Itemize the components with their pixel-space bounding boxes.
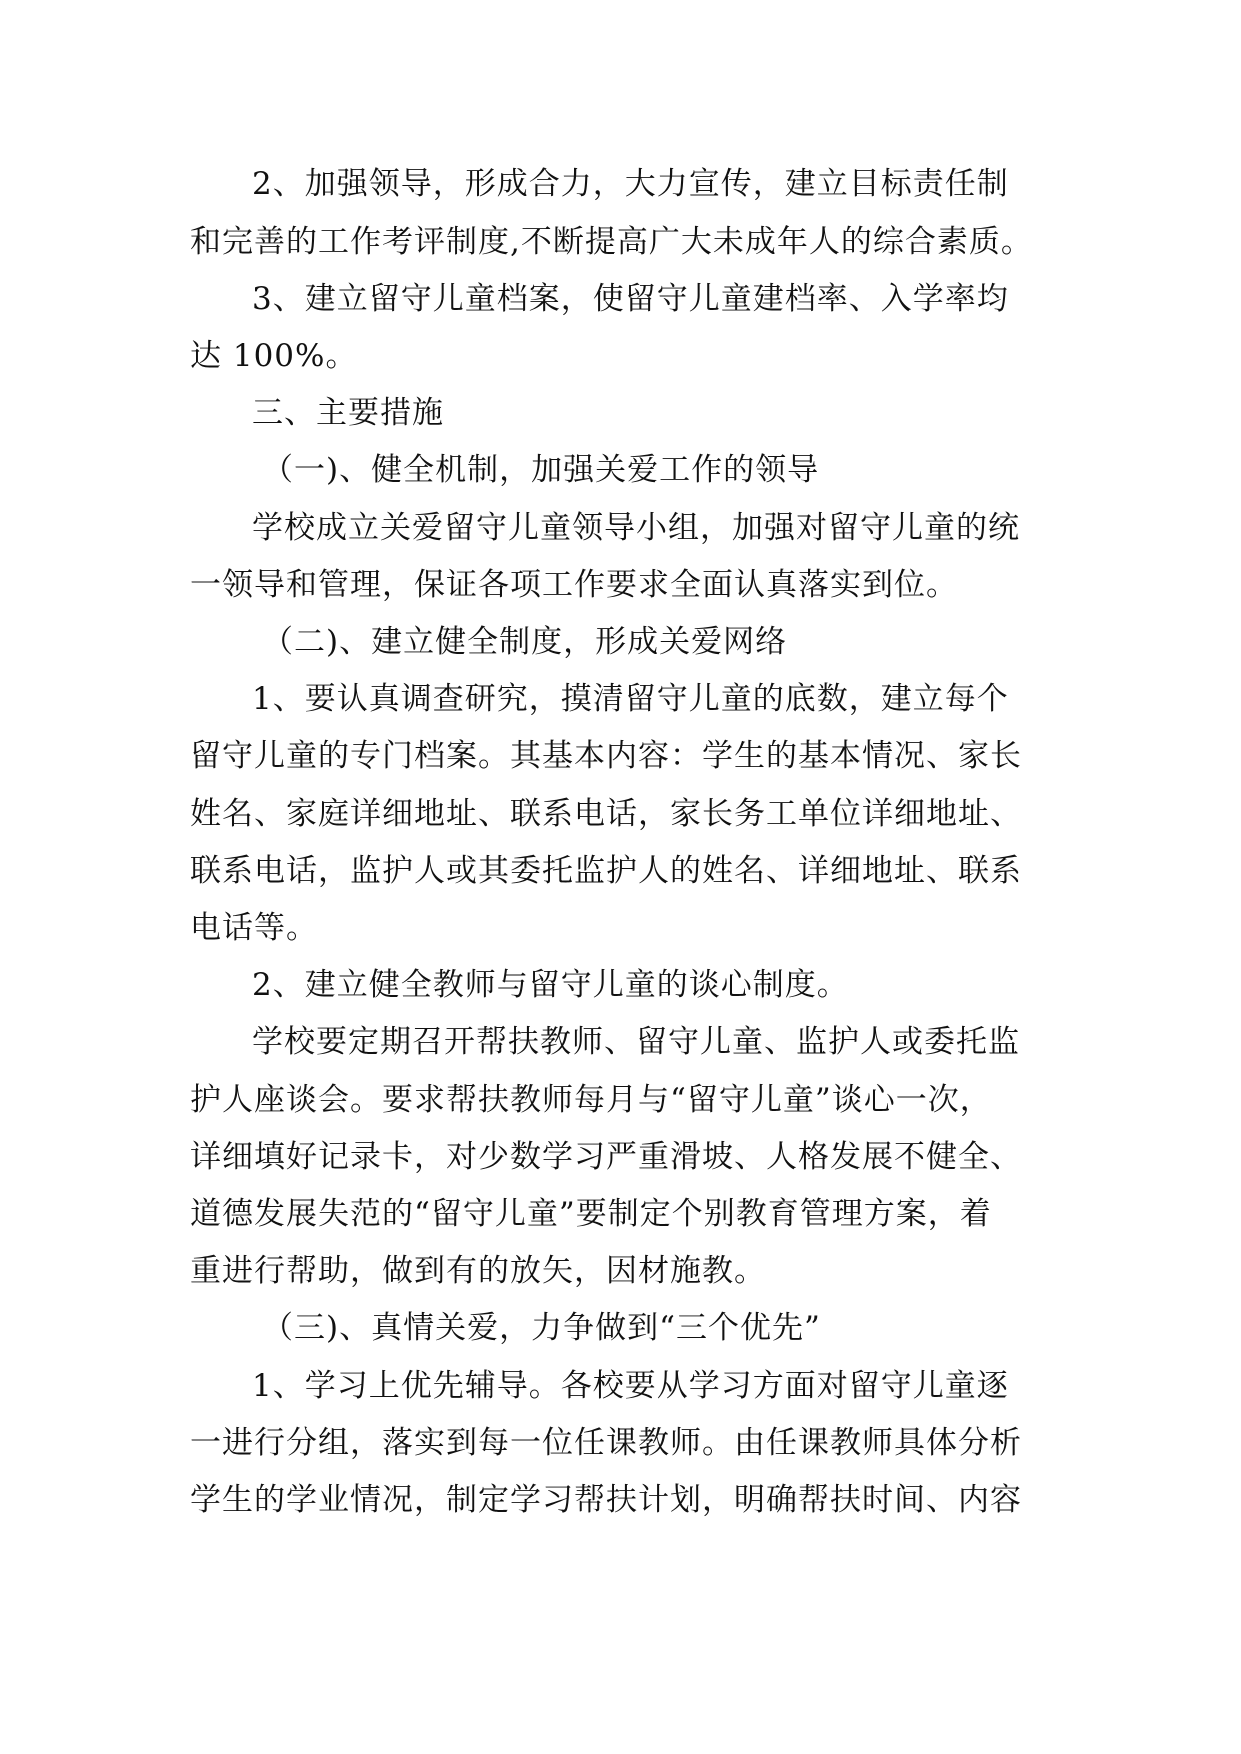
paragraph-line: 电话等。 — [190, 910, 318, 946]
paragraph-line: 护人座谈会。要求帮扶教师每月与“留守儿童”谈心一次， — [190, 1082, 992, 1118]
paragraph-line: 1、要认真调查研究，摸清留守儿童的底数，建立每个 — [252, 681, 1009, 717]
paragraph-line: 留守儿童的专门档案。其基本内容：学生的基本情况、家长 — [190, 738, 1022, 774]
paragraph-line: 学校要定期召开帮扶教师、留守儿童、监护人或委托监 — [252, 1024, 1020, 1060]
paragraph-line: 和完善的工作考评制度,不断提高广大未成年人的综合素质。 — [190, 224, 1033, 260]
paragraph-line: 3、建立留守儿童档案，使留守儿童建档率、入学率均 — [252, 281, 1009, 317]
paragraph-line: 联系电话，监护人或其委托监护人的姓名、详细地址、联系 — [190, 853, 1022, 889]
paragraph-line: 重进行帮助，做到有的放矢，因材施教。 — [190, 1253, 766, 1289]
subsection-heading: （一)、健全机制，加强关爱工作的领导 — [262, 452, 820, 488]
section-heading: 三、主要措施 — [252, 395, 444, 431]
paragraph-line: 2、加强领导，形成合力，大力宣传，建立目标责任制 — [252, 166, 1009, 202]
paragraph-line: 学生的学业情况，制定学习帮扶计划，明确帮扶时间、内容 — [190, 1482, 1022, 1518]
paragraph-line: 道德发展失范的“留守儿童”要制定个别教育管理方案，着 — [190, 1196, 992, 1232]
paragraph-line: 2、建立健全教师与留守儿童的谈心制度。 — [252, 967, 849, 1003]
paragraph-line: 姓名、家庭详细地址、联系电话，家长务工单位详细地址、 — [190, 796, 1022, 832]
paragraph-line: 学校成立关爱留守儿童领导小组，加强对留守儿童的统 — [252, 510, 1020, 546]
paragraph-line: 一进行分组，落实到每一位任课教师。由任课教师具体分析 — [190, 1425, 1022, 1461]
paragraph-line: 一领导和管理，保证各项工作要求全面认真落实到位。 — [190, 567, 958, 603]
paragraph-line: 详细填好记录卡，对少数学习严重滑坡、人格发展不健全、 — [190, 1139, 1022, 1175]
paragraph-line: 达 100%。 — [190, 338, 358, 374]
subsection-heading: （二)、建立健全制度，形成关爱网络 — [262, 624, 788, 660]
paragraph-line: 1、学习上优先辅导。各校要从学习方面对留守儿童逐 — [252, 1368, 1009, 1404]
subsection-heading: （三)、真情关爱，力争做到“三个优先” — [262, 1310, 821, 1346]
